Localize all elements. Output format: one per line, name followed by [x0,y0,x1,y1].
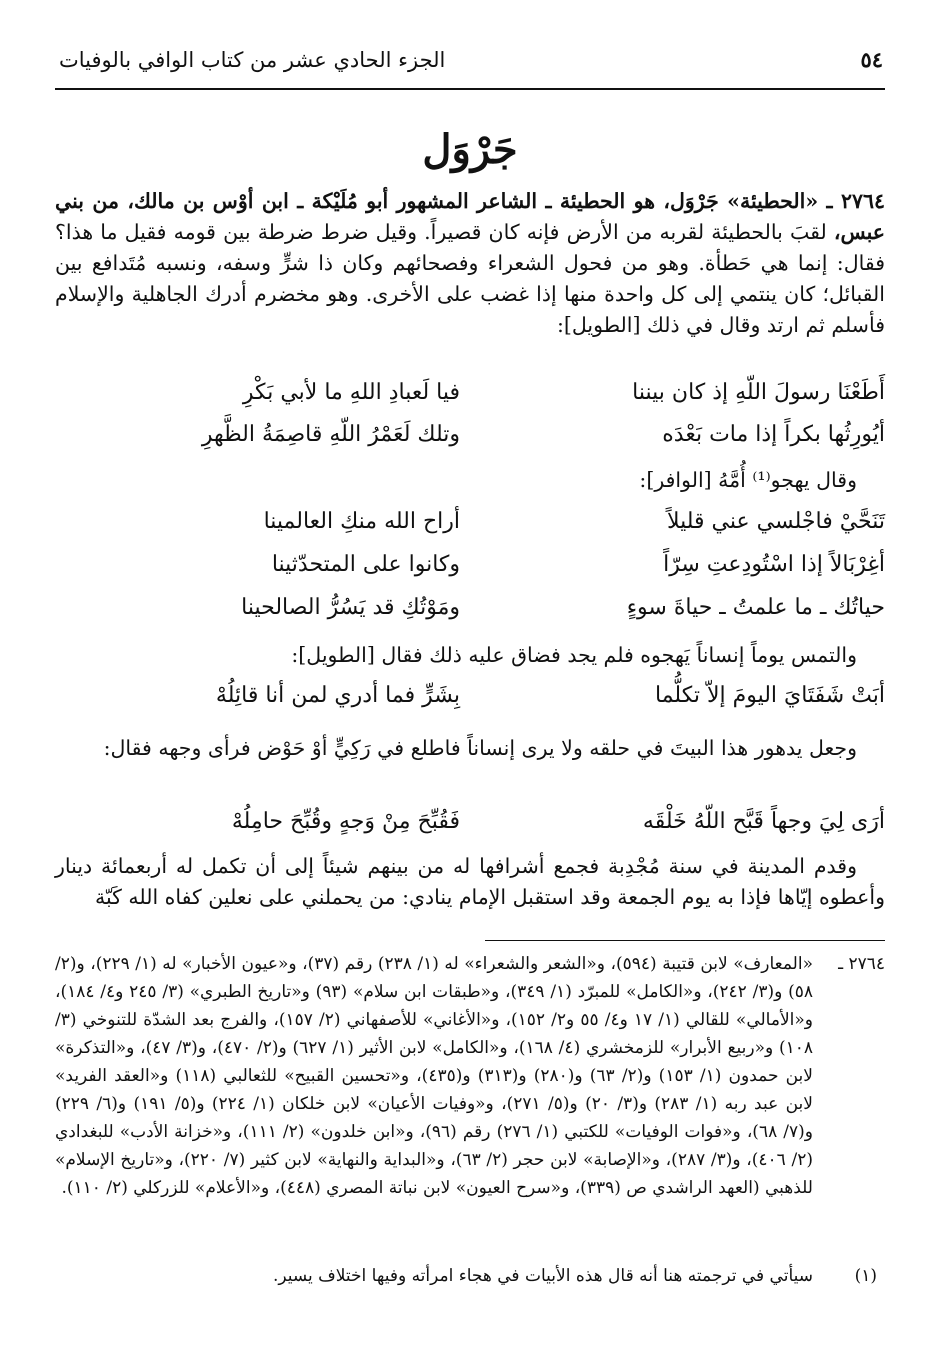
verse-hemistich-first: أَطَعْنَا رسولَ اللّهِ إذ كان بيننا [632,380,885,405]
poem-intro: والتمس يوماً إنساناً يَهجوه فلم يجد فضاق عليه ذلك فقال [الطويل]: [291,643,857,667]
verse-hemistich-first: أرَى لِيَ وجهاً قَبَّح اللّهُ خَلْقَه [642,809,885,834]
footnote-sources [55,950,885,1202]
entry-paragraph [55,186,885,341]
footnote-text: سيأتي في ترجمته هنا أنه قال هذه الأبيات في هجاء امرأته وفيها اختلاف يسير. [272,1266,813,1286]
verse-hemistich-second: وتلك لَعَمْرُ اللّهِ قاصِمَةُ الظَّهرِ [201,422,460,447]
narrative-text: وجعل يدهور هذا البيتَ في حلقه ولا يرى إنساناً فاطلع في رَكِيٍّ أوْ حَوْض فرأى وجهه فقال: [103,736,857,760]
verse-hemistich-first: أغِرْبَالاً إذا اسْتُودِعتِ سِرّاً [663,552,885,577]
verse-line [55,586,885,630]
verse-hemistich-first: أبَتْ شَفَتَايَ اليومَ إلاّ تكلُّما [654,683,885,708]
footnote-label: ٢٧٦٤ ـ [838,954,885,974]
book-page [55,0,885,1369]
verse-hemistich-first: حياتُك ـ ما علمتُ ـ حياةَ سوءٍ [626,595,885,620]
footnote-rule [485,940,885,941]
poem-intro: وقال يهجو⁽¹⁾ أُمَّهُ [الوافر]: [639,468,857,492]
verse-line [55,674,885,718]
running-header [55,40,885,80]
verse-hemistich-first: تَنَحَّيْ فاجْلسي عني قليلاً [666,509,885,534]
verse-line [55,413,885,457]
verse-hemistich-second: فيا لَعبادِ اللهِ ما لأبي بَكْرِ [242,380,460,405]
verse-hemistich-first: أيُورِثُها بكراً إذا مات بَعْدَه [662,422,885,447]
page-number: ٥٤ [860,47,883,72]
footnote-one [55,1262,885,1290]
verse-hemistich-second: فَقُبِّحَ مِنْ وَجهٍ وقُبِّحَ حامِلُهْ [231,809,460,834]
verse-hemistich-second: ومَوْتُكِ قد يَسُرُّ الصالحينا [241,595,460,620]
entry-lead: ٢٧٦٤ ـ «الحطيئة» جَرْوَل، هو الحطيئة ـ الشاعر المشهور أبو مُلَيْكة ـ ابن أوْس بن مالك، من بني عبس، [55,189,885,244]
verse-hemistich-second: وكانوا على المتحدّثينا [271,552,460,577]
verse-line [55,543,885,587]
entry-body [55,186,885,341]
verse-hemistich-second: بِشَرٍّ فما أدري لمن أنا قائِلُهْ [215,683,460,708]
narrative-paragraph [55,851,885,913]
verse-line [55,800,885,844]
verse-line [55,500,885,544]
footnotes [55,950,885,1202]
header-rule [55,88,885,90]
narrative-text: وقدم المدينة في سنة مُجْدِبة فجمع أشرافها له من بينهم شيئاً إلى أن تكمل له أربعمائة دينار وأعطوه إيّاها فإذا به يوم الجمعة وقد استقبل الإمام ينادي: من يحملني على نعلين كفاه الله كَبّة [55,854,885,909]
narrative-paragraph [55,733,885,764]
footnote-label: (١) [854,1266,877,1286]
footnote-text: «المعارف» لابن قتيبة (٥٩٤)، و«الشعر والشعراء» له (١/ ٢٣٨) رقم (٣٧)، و«عيون الأخبار» له (١/ ٢٢٩)، و(٢/ ٥٨) و(٣/ ٢٤٢)، و«الكامل» للمبرّد (١/ ٣٤٩)، و«طبقات ابن سلام» (٩٣) و«تاريخ الطبري» (٣/ ٢٤٥ و٤/ ١٨٤)، و«الأمالي» للقالي (١/ ١٧ و٤/ ٥٥ و٢/ ١٥٢)، و«الأغاني» للأصفهاني (٢/ ١٥٧)، والفرج بعد الشدّة للتنوخي (٣/ ١٠٨) و«ربيع الأبرار» للزمخشري (٤/ ١٦٨)، و«الكامل» لابن الأثير (١/ ٦٢٧) و(٢/ ٤٧٠)، و(٣/ ٤٧)، و«التذكرة» لابن حمدون (١/ ١٥٣) و(٢/ ٦٣) و(٢٨٠) و(٣١٣) و(٤٣٥)، و«تحسين القبيح» للثعالبي (١١٨) و«العقد الفريد» لابن عبد ربه (١/ ٢٨٣) و(٣/ ٢٠) و(٥/ ٢٧١)، و«وفيات الأعيان» لابن خلكان (١/ ٢٢٤) و(٥/ ١٩١) و(٦/ ٢٢٩) و(٧/ ٦٨)، و«فوات الوفيات» للكتبي (١/ ٢٧٦) رقم (٩٦)، و«ابن خلدون» (٢/ ١١١)، و«خزانة الأدب» للبغدادي (٢/ ٤٠٦)، و(٣/ ٢٨٧)، و«الإصابة» لابن حجر (٢/ ٦٣)، و«البداية والنهاية» لابن كثير (٧/ ٢٢٠)، و«تاريخ الإسلام» للذهبي (العهد الراشدي ص (٣٣٩)، و«سرح العيون» لابن نباتة المصري (٤٤٨)، و«الأعلام» للزركلي (٢/ ١١٠). [55,954,813,1198]
verse-hemistich-second: أراح الله منكِ العالمينا [263,509,460,534]
verse-line [55,371,885,415]
entry-text: لقبَ بالحطيئة لقربه من الأرض فإنه كان قصيراً. وقيل ضرط ضرطة بين قومه فقيل ما هذا؟ فقال: إنما هي حَطأة. وهو من فحول الشعراء وفصحائهم وكان ذا شرٍّ وسفه، ونسبه مُتَدافع بين القبائل؛ كان ينتمي إلى كل واحدة منها إذا غضب على الأخرى. وهو مخضرم أدرك الجاهلية والإسلام فأسلم ثم ارتد وقال في ذلك [الطويل]: [55,220,885,337]
entry-title: جَرْوَل [422,126,518,173]
book-title: الجزء الحادي عشر من كتاب الوافي بالوفيات [59,48,446,72]
